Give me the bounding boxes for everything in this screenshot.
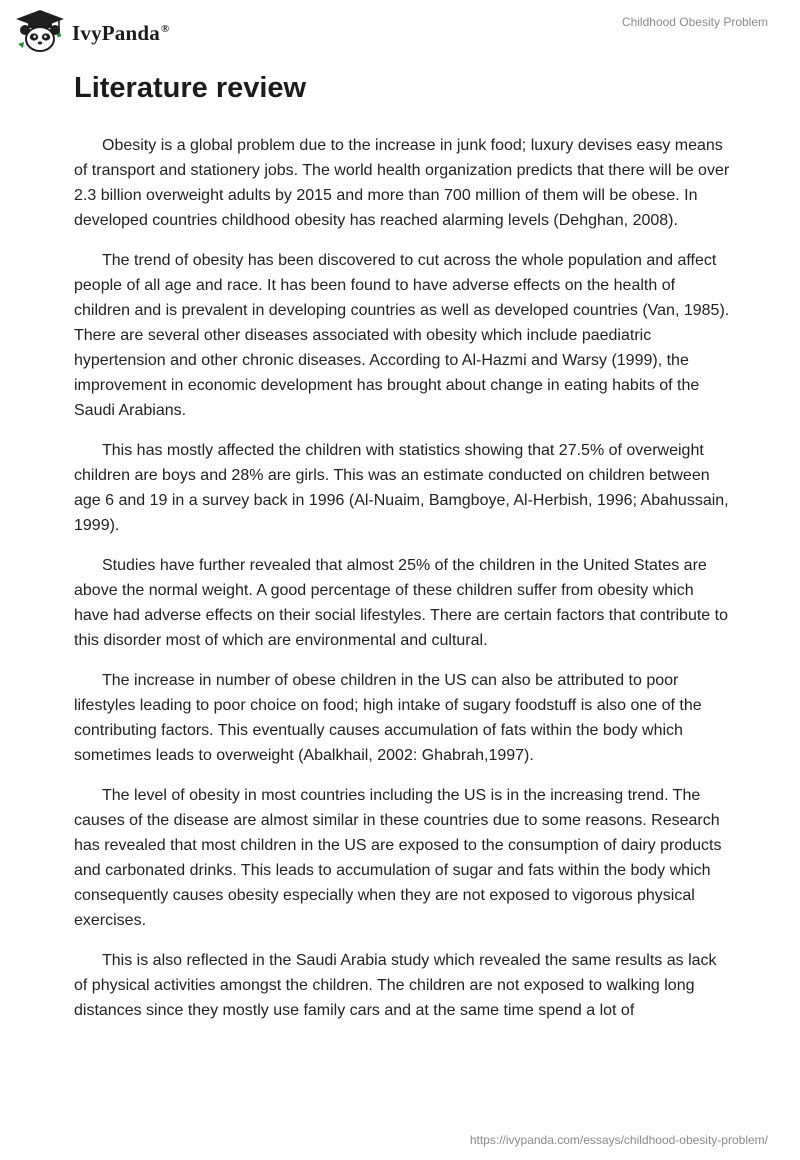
brand-logo[interactable]	[14, 8, 169, 52]
registered-mark: ®	[160, 22, 170, 35]
source-url[interactable]: https://ivypanda.com/essays/childhood-obesity-problem/	[469, 1133, 768, 1147]
paragraph: Studies have further revealed that almost 25% of the children in the United States are above the normal weight. A good percentage of these children suffer from obesity which have had adverse effects on their social lifestyles. There are certain factors that contribute to this disorder most of which are environmental and cultural.	[74, 557, 728, 649]
paragraph: The trend of obesity has been discovered to cut across the whole population and affect people of all age and race. It has been found to have adverse effects on the health of children and is prevalent in developing countries as well as developed countries (Van, 1985). There are several other diseases associated with obesity which include paediatric hypertension and other chronic diseases. According to Al-Hazmi and Warsy (1999), the improvement in economic development has brought about change in eating habits of the Saudi Arabians.	[74, 252, 730, 419]
paragraph: This is also reflected in the Saudi Arabia study which revealed the same results as lack of physical activities amongst the children. The children are not exposed to walking long distances since they mostly use family cars and at the same time spend a lot of	[74, 952, 717, 1019]
article-body	[74, 133, 730, 1038]
paragraph: The level of obesity in most countries including the US is in the increasing trend. The causes of the disease are almost similar in these countries due to some reasons. Research has revealed that most children in the US are exposed to the consumption of dairy products and carbonated drinks. This leads to accumulation of sugar and fats within the body which consequently causes obesity especially when they are not exposed to vigorous physical exercises.	[74, 787, 722, 929]
paragraph: Obesity is a global problem due to the increase in junk food; luxury devises easy means of transport and stationery jobs. The world health organization predicts that there will be over 2.3 billion overweight adults by 2015 and more than 700 million of them will be obese. In developed countries childhood obesity has reached alarming levels (Dehghan, 2008).	[74, 137, 730, 229]
panda-graduate-icon	[14, 8, 66, 52]
page-header	[0, 0, 800, 60]
paragraph: This has mostly affected the children with statistics showing that 27.5% of overweight children are boys and 28% are girls. This was an estimate conducted on children between age 6 and 19 in a survey back in 1996 (Al-Nuaim, Bamgboye, Al-Herbish, 1996; Abahussain, 1999).	[74, 442, 729, 534]
brand-name: IvyPanda®	[72, 20, 170, 45]
document-title: Childhood Obesity Problem	[621, 15, 768, 29]
paragraph: The increase in number of obese children in the US can also be attributed to poor lifestyles leading to poor choice on food; high intake of sugary foodstuff is also one of the contributing factors. This eventually causes accumulation of fats within the body which sometimes leads to overweight (Abalkhail, 2002: Ghabrah,1997).	[74, 672, 702, 764]
section-heading: Literature review	[74, 72, 307, 104]
